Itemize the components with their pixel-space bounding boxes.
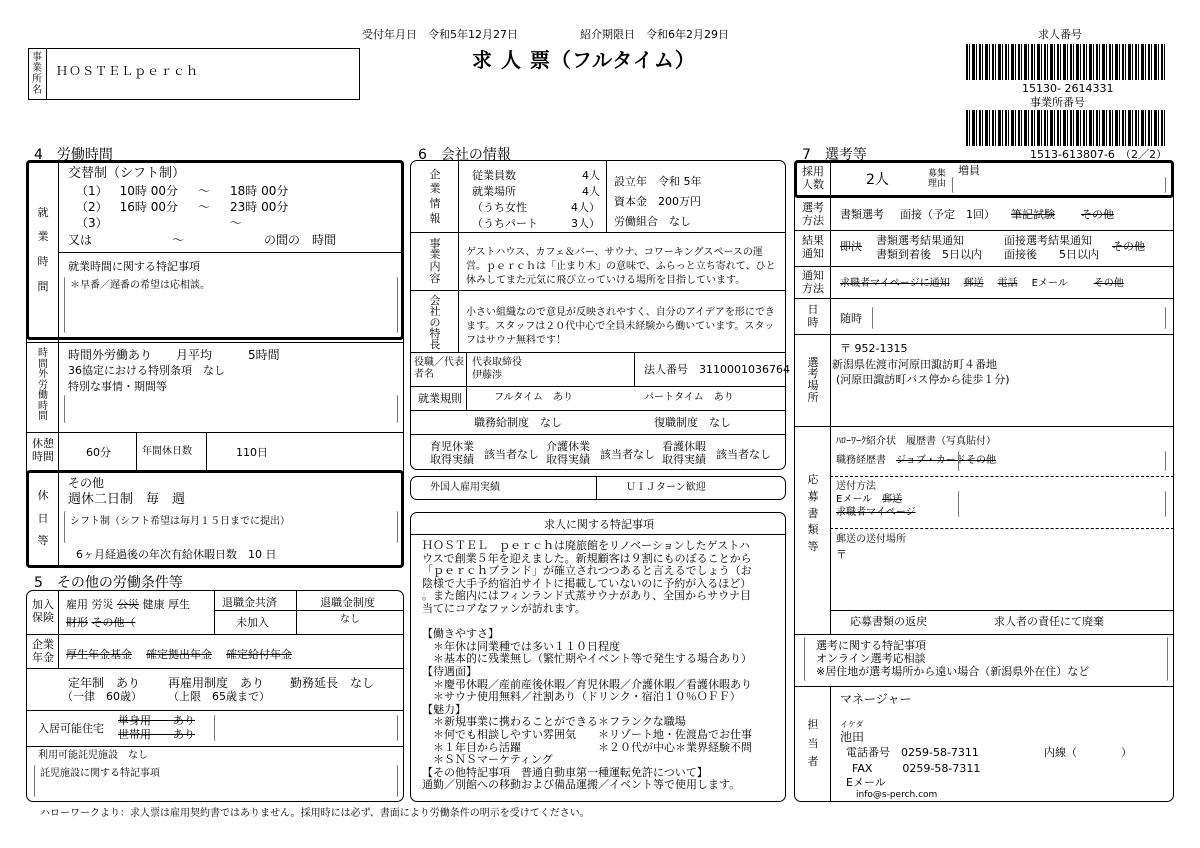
date-value: 随時 [840, 312, 862, 325]
job-special-line: 【働きやすさ】 [422, 627, 499, 641]
place-label: 選 考 場 所 [807, 355, 819, 404]
page-title: 求 人 票（フルタイム） [472, 48, 696, 72]
place-access: (河原田諏訪町バス停から徒歩１分) [836, 373, 1010, 386]
insurance-items: 雇用 労災 公災 健康 厚生 [66, 598, 190, 611]
result-other: その他 [1112, 240, 1145, 253]
reason-label: 募集 理由 [927, 168, 946, 189]
uij-turn: ＵＩＪターン歓迎 [626, 482, 706, 493]
job-special-line: ＊ＳＮＳマーケティング [422, 753, 553, 767]
contact-name: 池田 [840, 730, 865, 744]
send-to-zip: 〒 [836, 548, 847, 561]
care-leave-value: 該当者なし [600, 448, 655, 461]
job-special-line: ＊年休は同業種では多い１１０日程度 [422, 639, 620, 653]
break-label: 休憩 時間 [32, 437, 54, 463]
documents-label: 応 募 書 類 等 [807, 473, 819, 553]
job-special-line: ＊何でも相談しやすい雰囲気 ＊リゾート地・佐渡島でお仕事 [422, 727, 752, 741]
pension-label: 企業 年金 [32, 638, 54, 664]
job-special-line: 通勤／別館への移動および備品運搬／イベント等で使用します。 [422, 778, 741, 792]
childcare: 利用可能託児施設 なし [38, 750, 148, 761]
section-6-title: 6 会社の情報 [418, 147, 511, 163]
rehire: 再雇用制度 あり [168, 676, 265, 690]
office-number-barcode [966, 110, 1166, 146]
job-special-line: ＊１年目から活躍 ＊２０代が中心＊業界経験不問 [422, 740, 752, 754]
send-to-label: 郵送の送付場所 [836, 534, 906, 545]
job-special-line: 当てにコアなファンが訪れます。 [422, 601, 586, 615]
mutual-aid-value: 未加入 [236, 616, 269, 629]
insurance-label: 加入 保険 [32, 598, 54, 624]
job-special-line: 。また館内にはフィンランド式蒸サウナがあり、全国からサウナ目 [422, 589, 752, 603]
job-special-line: 【待遇面】 [422, 664, 477, 678]
received-date: 受付年月日 令和5年12月27日 [362, 28, 518, 41]
shift-row-1: （1） 10時 00分 〜 18時 00分 [76, 184, 289, 198]
rehire-detail: （上限 65歳まで） [168, 690, 270, 703]
job-number-label: 求人番号 [1038, 28, 1082, 41]
job-special-line: 【その他特記事項 普通自動車第一種運転免許について】 [422, 765, 708, 779]
staff-labels: 従業員数 就業場所 （うち女性 （うちパート [472, 169, 538, 230]
shift-title: 交替制（シフト制） [68, 166, 186, 181]
contact-fax: FAX 0259-58-7311 [852, 762, 981, 775]
representative-title: 代表取締役 [472, 357, 522, 368]
notify-label: 通知 方法 [802, 269, 824, 295]
insurance-items-2: 財形 その他（ [66, 616, 136, 629]
office-number: 1513-613807-6 [1030, 148, 1115, 161]
doc-result: 書類選考結果通知 書類到着後 5日以内 [876, 234, 982, 261]
nursing-leave-value: 該当者なし [716, 448, 771, 461]
housing-family: 世帯用 あり [118, 728, 195, 741]
result-label: 結果 通知 [802, 234, 824, 260]
childcare-leave-label: 育児休業取得実績 [430, 440, 474, 467]
break-value: 60分 [86, 446, 111, 459]
selection-special: 選考に関する特記事項 オンライン選考応相談 ※居住地が選考場所から遠い場合（新潟県外在住）など [816, 639, 1090, 678]
retirement-age: 定年制 あり [68, 676, 141, 690]
reason-value: 増員 [958, 164, 980, 177]
work-rules-full: フルタイム あり [494, 392, 573, 403]
job-special-text [422, 540, 752, 792]
holidays-label: 休 日 等 [37, 489, 49, 548]
childcare-leave-value: 該当者なし [484, 448, 539, 461]
job-pay-system: 職務給制度 なし [474, 416, 562, 429]
paid-leave: 6ヶ月経過後の年次有給休暇日数 10 日 [76, 548, 277, 561]
staff-values: 4人 4人 4人） 3人） [571, 169, 600, 230]
representative-label: 役職／代表者名 [414, 357, 464, 380]
place-address: 新潟県佐渡市河原田諏訪町４番地 [832, 358, 997, 371]
feature-text: 小さい組織なので意見が反映されやすく、自分のアイデアを形にできます。スタッフは２０代中心で全員未経験から働いています。スタッフはサウナ無料です！ [466, 307, 775, 346]
documents-line: ﾊﾛｰﾜｰｸ紹介状 履歴書（写真貼付） [836, 436, 996, 447]
notify-items: 求職者マイページに通知 郵送 電話 Eメール その他 [840, 278, 1124, 289]
retirement-label: 退職金制度 [320, 596, 375, 609]
work-rules-part: パートタイム あり [644, 392, 734, 403]
hire-count-value: 2人 [866, 172, 889, 188]
return-documents-value: 求人者の責任にて廃棄 [994, 615, 1104, 628]
job-special-line: ＨＯＳＴＥＬ ｐｅｒｃｈは廃旅館をリノベーションしたゲストハ [422, 539, 751, 552]
return-documents-label: 応募書類の返戻 [850, 615, 927, 628]
method-label: 選考 方法 [802, 201, 824, 227]
contact-ext: 内線（ ） [1044, 746, 1132, 759]
section-4-title: 4 労働時間 [34, 147, 113, 163]
retirement-age-detail: （一律 60歳） [62, 690, 142, 703]
job-special-line: ＊サウナ使用無料／社割あり（ドリンク・宿泊１０％ＯＦＦ） [422, 690, 741, 704]
company-label: 企 業 情 報 [429, 167, 441, 225]
send-mypage: 求職者マイページ [836, 507, 916, 518]
mutual-aid-label: 退職金共済 [222, 596, 277, 609]
shift-row-3: （3） 〜 [76, 216, 242, 230]
footer-notice: ハローワークより：求人票は雇用契約書ではありません。採用時には必ず、書面により労働条件の明示を受けてください。 [40, 808, 590, 819]
annual-holidays-label: 年間休日数 [142, 446, 192, 457]
section-7-title: 7 選考等 [802, 147, 867, 163]
corporate-number: 法人番号 3110001036764 [644, 363, 790, 376]
representative-name: 伊藤渉 [472, 370, 502, 381]
referral-deadline: 紹介期限日 令和6年2月29日 [580, 28, 729, 41]
section-5-title: 5 その他の労働条件等 [34, 575, 183, 591]
holiday-note: シフト制（シフト希望は毎月１５日までに提出） [70, 516, 290, 527]
shift-row-2: （2） 16時 00分 〜 23時 00分 [76, 200, 289, 214]
job-special-line: ＊新規事業に携わることができる＊フランクな職場 [422, 715, 686, 729]
business-label: 事 業 内 容 [429, 236, 441, 285]
housing-single: 単身用 あり [118, 714, 195, 727]
annual-holidays-value: 110日 [236, 446, 268, 459]
send-email: Eメール 郵送 [836, 494, 903, 505]
overtime-label: 時 間 外 労 働 時 間 [38, 348, 48, 423]
contact-kana: イケダ [840, 720, 864, 729]
contact-title: マネージャー [840, 692, 912, 706]
page-number: （2／2） [1120, 148, 1167, 161]
retirement-value: なし [340, 614, 360, 625]
nursing-leave-label: 看護休暇取得実績 [662, 440, 706, 467]
business-text: ゲストハウス、カフェ＆バー、サウナ、コワーキングスペースの運営。ｐｅｒｃｈは「止まり木」の意味で、ふらっと立ち寄れて、ひと休みしてまた元気に飛び立っていける場所を目指しています。 [466, 247, 776, 286]
contact-email: info@s-perch.com [856, 790, 938, 800]
agreement-line: 36協定における特別条項 なし [68, 364, 225, 377]
job-special-line: ウスで創業５年を迎えました。新規顧客は９割にものぼることから [422, 551, 752, 565]
contact-email-label: Eメール [846, 776, 886, 789]
job-special-title: 求人に関する特記事項 [544, 518, 654, 531]
extension: 勤務延長 なし [290, 676, 375, 690]
office-number-label: 事業所番号 [1030, 96, 1085, 109]
contact-label: 担 当 者 [807, 718, 819, 769]
work-rules-label: 就業規則 [418, 392, 462, 405]
holiday-other: その他 [68, 476, 105, 490]
office-name: ＨＯＳＴＥＬｐｅｒｃｈ [56, 64, 200, 78]
return-system: 復職制度 なし [654, 416, 731, 429]
job-special-line: ＊慶弔休暇／産前産後休暇／育児休暇／介護休暇／看護休暇あり [422, 677, 752, 691]
place-zip: 〒 952-1315 [840, 342, 908, 355]
overtime-line: 時間外労働あり 月平均 5時間 [68, 348, 280, 362]
send-method-label: 送付方法 [836, 481, 876, 492]
job-special-line: 【魅力】 [422, 702, 466, 716]
job-special-line: 陰様で大手予約宿泊サイトに掲載していないのに予約が入るほど） [422, 576, 752, 590]
working-hours-label: 就 業 時 間 [37, 205, 49, 293]
cv-line: 職務経歴書 ジョブ・カード [836, 455, 966, 466]
date-label: 日 時 [807, 303, 819, 329]
interview-result: 面接選考結果通知 面接後 5日以内 [1004, 234, 1099, 261]
office-name-label: 事 業 所 名 [32, 52, 42, 96]
result-immediate: 即決 [840, 240, 862, 253]
foreign-hiring: 外国人雇用実績 [430, 482, 500, 493]
job-number: 15130- 2614331 [1022, 82, 1114, 95]
special-circumstances: 特別な事情・期間等 [68, 380, 167, 393]
job-special-line: ＊基本的に残業無し（繁忙期やイベント等で発生する場合あり） [422, 652, 752, 666]
pension-items: 厚生年金基金 確定拠出年金 確定給付年金 [66, 648, 292, 661]
hours-special-text: ＊早番／遅番の希望は応相談。 [70, 280, 210, 291]
care-leave-label: 介護休業取得実績 [546, 440, 590, 467]
method-items: 書類選考 面接（予定 1回） 筆記試験 その他 [840, 208, 1114, 221]
job-number-barcode [966, 44, 1166, 80]
housing-label: 入居可能住宅 [38, 722, 104, 735]
job-special-line: 「ｐｅｒｃｈブランド」が確立されつつあると言えるでしょう（お [422, 564, 752, 578]
company-facts: 設立年 令和 5年 資本金 200万円 労働組合 なし [614, 175, 702, 228]
childcare-special: 託児施設に関する特記事項 [40, 768, 160, 779]
hours-special-label: 就業時間に関する特記事項 [68, 260, 200, 273]
contact-tel: 電話番号 0259-58-7311 [846, 746, 979, 759]
feature-label: 会 社 の 特 長 [429, 293, 441, 351]
either-line: 又は 〜 の間の 時間 [68, 233, 337, 247]
hire-count-label: 採用 人数 [802, 165, 824, 191]
weekly-two-days: 週休二日制 毎 週 [68, 492, 186, 507]
cv-other: その他 [966, 455, 996, 466]
